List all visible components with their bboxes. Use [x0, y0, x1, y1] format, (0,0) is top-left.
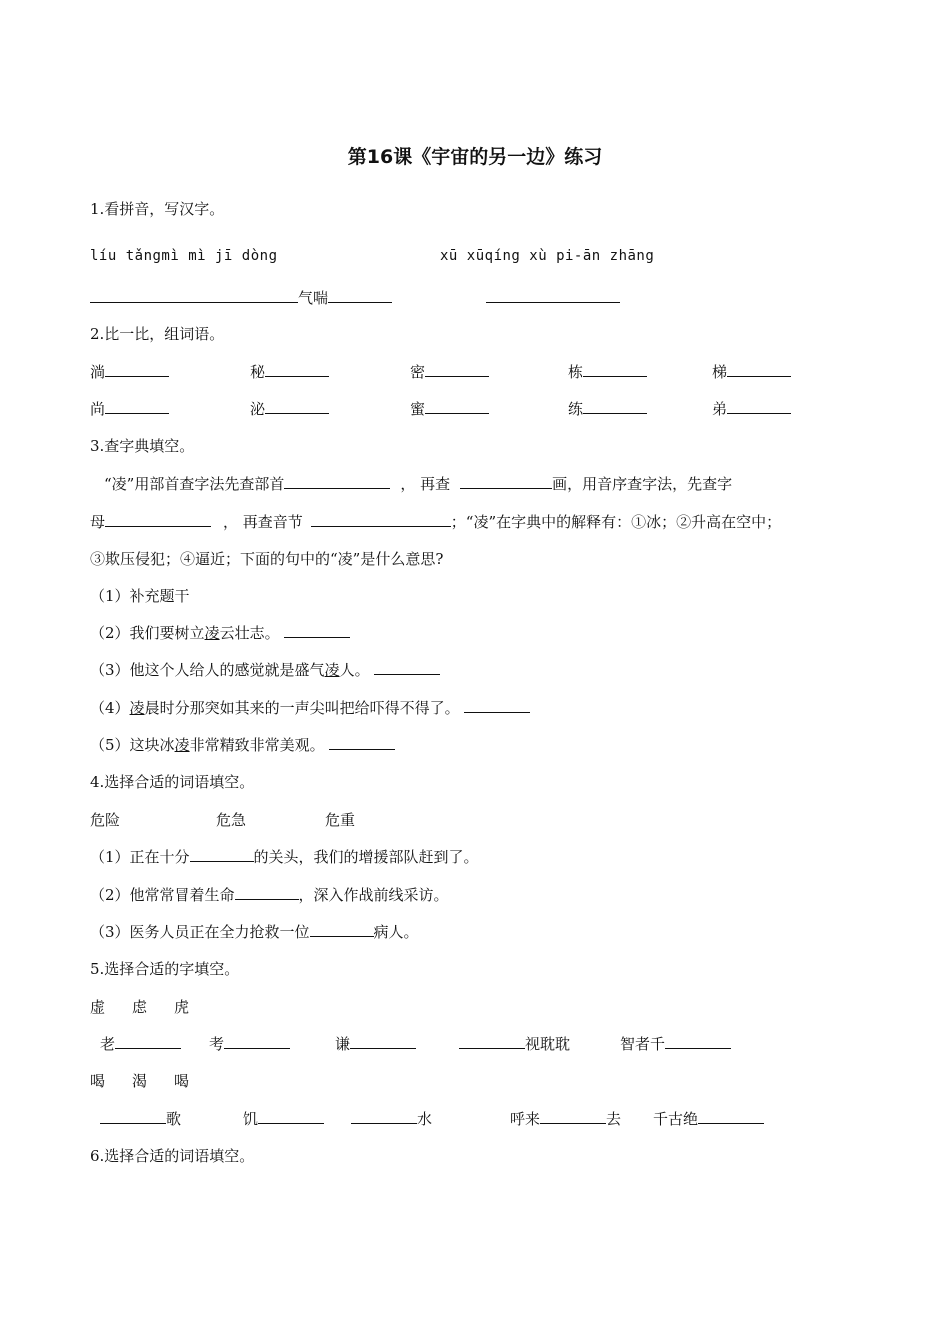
answer-blank[interactable]	[105, 398, 169, 414]
answer-blank[interactable]	[190, 846, 254, 862]
char-fill-item: 水	[351, 1108, 432, 1130]
answer-blank[interactable]	[540, 1108, 606, 1124]
answer-blank[interactable]	[258, 1108, 324, 1124]
word-option: 危险	[90, 811, 121, 829]
word-option: 危急	[216, 811, 247, 829]
sub-question-4: （4）凌晨时分那突如其来的一声尖叫把给吓得不得了。	[90, 697, 530, 719]
char-option: 喝	[174, 1072, 190, 1090]
answer-blank[interactable]	[698, 1108, 764, 1124]
answer-blank[interactable]	[583, 398, 647, 414]
pinyin-answer-row-left	[90, 287, 392, 309]
char-option: 喝	[90, 1072, 106, 1090]
answer-blank[interactable]	[583, 361, 647, 377]
answer-blank[interactable]	[158, 287, 228, 303]
answer-blank[interactable]	[310, 921, 374, 937]
char-fill-item: 考	[209, 1033, 290, 1055]
question-6-heading: 6.选择合适的词语填空。	[90, 1147, 255, 1165]
answer-blank[interactable]	[329, 734, 395, 750]
compare-item: 尚	[90, 398, 169, 420]
answer-blank[interactable]	[425, 398, 489, 414]
compare-item: 栋	[568, 361, 647, 383]
question-1-heading: 1.看拼音，写汉字。	[90, 200, 225, 218]
char-fill-item: 谦	[335, 1033, 416, 1055]
pinyin-left: líu tǎngmì mì jī dòng	[90, 248, 278, 264]
fill-sentence-2: （2）他常常冒着生命 ，深入作战前线采访。	[90, 886, 449, 904]
sub-question-5: （5）这块冰凌非常精致非常美观。	[90, 734, 395, 756]
char-fill-item: 视耽耽	[459, 1033, 570, 1055]
answer-blank[interactable]	[100, 1108, 166, 1124]
answer-blank[interactable]	[351, 1108, 417, 1124]
answer-blank[interactable]	[665, 1033, 731, 1049]
compare-item: 练	[568, 398, 647, 420]
char-fill-item: 歌	[100, 1108, 181, 1130]
char-option: 虎	[174, 998, 190, 1016]
answer-blank[interactable]	[115, 1033, 181, 1049]
word-option: 危重	[325, 811, 356, 829]
answer-blank[interactable]	[235, 884, 299, 900]
answer-blank[interactable]	[374, 659, 440, 675]
dictionary-paragraph-line-1: “凌”用部首查字法先查部首 ， 再查 画，用音序查字法，先查字	[104, 475, 733, 493]
question-4-heading: 4.选择合适的词语填空。	[90, 773, 255, 791]
char-option: 虑	[132, 998, 148, 1016]
compare-item: 蜜	[410, 398, 489, 420]
answer-blank[interactable]	[459, 1033, 525, 1049]
char-fill-item: 呼来 去	[510, 1110, 622, 1128]
answer-blank[interactable]	[464, 697, 530, 713]
char-option: 渴	[132, 1072, 148, 1090]
char-fill-item: 智者千	[620, 1033, 731, 1055]
sub-question-2: （2）我们要树立凌云壮志。	[90, 622, 350, 644]
answer-blank[interactable]	[486, 287, 554, 303]
char-fill-item: 饥	[243, 1108, 324, 1130]
fill-sentence-1: （1）正在十分 的关头，我们的增援部队赶到了。	[90, 848, 479, 866]
answer-blank[interactable]	[554, 287, 620, 303]
answer-blank[interactable]	[284, 622, 350, 638]
compare-item: 梯	[712, 361, 791, 383]
answer-blank[interactable]	[224, 1033, 290, 1049]
sub-question-1: （1）补充题干	[90, 587, 190, 605]
question-5-heading: 5.选择合适的字填空。	[90, 960, 240, 978]
answer-blank[interactable]	[350, 1033, 416, 1049]
compare-item: 泌	[250, 398, 329, 420]
answer-blank[interactable]	[328, 287, 392, 303]
pinyin-answer-row-right	[486, 287, 620, 309]
answer-blank[interactable]	[311, 511, 451, 527]
char-fill-item: 千古绝	[653, 1108, 764, 1130]
pinyin-right: xū xūqíng xù pi-ān zhāng	[440, 248, 655, 264]
answer-blank[interactable]	[105, 361, 169, 377]
question-3-heading: 3.查字典填空。	[90, 437, 195, 455]
compare-item: 淌	[90, 361, 169, 383]
sub-question-3: （3）他这个人给人的感觉就是盛气凌人。	[90, 659, 440, 681]
answer-blank[interactable]	[228, 287, 298, 303]
compare-item: 弟	[712, 398, 791, 420]
char-option: 虚	[90, 998, 106, 1016]
compare-item: 密	[410, 361, 489, 383]
answer-blank[interactable]	[90, 287, 158, 303]
answer-blank[interactable]	[284, 473, 390, 489]
char-fill-item: 老	[100, 1033, 181, 1055]
answer-blank[interactable]	[105, 511, 211, 527]
dictionary-paragraph-line-3: ③欺压侵犯；④逼近；下面的句中的“凌”是什么意思?	[90, 550, 444, 568]
question-2-heading: 2.比一比，组词语。	[90, 325, 225, 343]
answer-blank[interactable]	[727, 361, 791, 377]
answer-blank[interactable]	[265, 398, 329, 414]
answer-blank[interactable]	[425, 361, 489, 377]
dictionary-paragraph-line-2: 母 ， 再查音节 ；“凌”在字典中的解释有：①冰；②升高在空中；	[90, 513, 782, 531]
suffix-text: 气喘	[298, 289, 329, 307]
compare-item: 秘	[250, 361, 329, 383]
fill-sentence-3: （3）医务人员正在全力抢救一位 病人。	[90, 923, 419, 941]
answer-blank[interactable]	[265, 361, 329, 377]
answer-blank[interactable]	[727, 398, 791, 414]
page-title: 第16课《宇宙的另一边》练习	[347, 146, 603, 168]
answer-blank[interactable]	[460, 473, 552, 489]
